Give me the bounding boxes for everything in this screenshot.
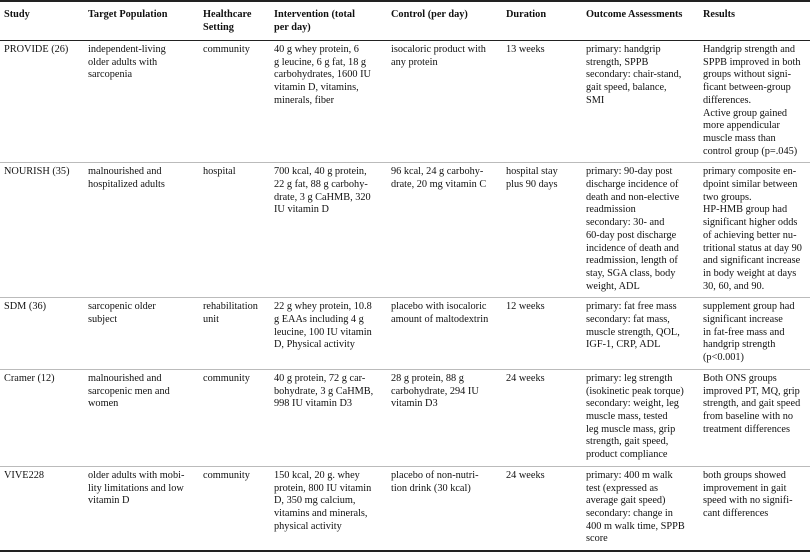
cell-text-line: sarcopenic older <box>88 301 156 313</box>
cell-text-line: test (expressed as <box>586 482 659 494</box>
cell-text-line: secondary: weight, leg <box>586 398 679 410</box>
cell-text-line: 998 IU vitamin D3 <box>274 398 353 410</box>
cell-text-line: (isokinetic peak torque) <box>586 385 684 397</box>
cell-study <box>0 163 84 298</box>
cell-text-line: death and non-elective <box>586 191 680 203</box>
cell-text-line: leg muscle mass, grip <box>586 423 676 435</box>
cell-text-line: community <box>203 469 250 481</box>
cell-text-line: unit <box>203 314 220 326</box>
header-intervention <box>270 1 387 41</box>
cell-text-line: dpoint similar between <box>703 179 798 191</box>
cell-text-line: muscle strength, QOL, <box>586 326 680 338</box>
header-text-line: Healthcare <box>203 9 252 20</box>
cell-target-population <box>84 298 199 370</box>
cell-text-line: significant increase <box>703 314 783 326</box>
cell-text-line: sarcopenic men and <box>88 385 170 397</box>
header-duration <box>502 1 582 41</box>
header-target-population <box>84 1 199 41</box>
header-text-line: Results <box>703 9 736 20</box>
cell-text-line: muscle mass than <box>703 132 776 144</box>
cell-text-line: readmission, length of <box>586 255 678 267</box>
cell-text-line: 150 kcal, 20 g. whey <box>274 469 360 481</box>
cell-text-line: discharge incidence of <box>586 179 679 191</box>
header-healthcare-setting <box>199 1 270 41</box>
header-text-line: Control (per day) <box>391 9 468 20</box>
cell-text-line: two groups. <box>703 191 752 203</box>
cell-outcome-assessments <box>582 298 699 370</box>
cell-text-line: more appendicular <box>703 120 780 132</box>
cell-text-line: control group (p=.045) <box>703 145 798 157</box>
cell-text-line: rehabilitation <box>203 301 258 313</box>
cell-text-line: 700 kcal, 40 g protein, <box>274 166 367 178</box>
cell-text-line: treatment differences <box>703 423 791 435</box>
cell-text-line: SMI <box>586 94 605 106</box>
cell-text-line: from baseline with no <box>703 410 794 422</box>
cell-text-line: improvement in gait <box>703 482 787 494</box>
header-row <box>0 1 810 41</box>
cell-text-line: secondary: change in <box>586 507 673 519</box>
cell-text-line: malnourished and <box>88 166 162 178</box>
cell-text-line: speed with no signifi- <box>703 495 793 507</box>
cell-text-line: subject <box>88 314 118 326</box>
cell-text-line: drate, 20 mg vitamin C <box>391 179 487 191</box>
cell-target-population <box>84 41 199 163</box>
cell-text-line: lity limitations and low <box>88 482 184 494</box>
cell-text-line: carbohydrates, 1600 IU <box>274 69 371 81</box>
cell-text-line: and significant increase <box>703 255 801 267</box>
cell-text-line: (p<0.001) <box>703 352 744 364</box>
cell-text-line: 28 g protein, 88 g <box>391 372 464 384</box>
cell-text-line: both groups showed <box>703 469 786 481</box>
cell-text-line: 30, 60, and 90. <box>703 280 765 292</box>
cell-text-line: primary: 90-day post <box>586 166 673 178</box>
cell-text-line: NOURISH (35) <box>4 166 70 178</box>
cell-results <box>699 163 810 298</box>
cell-text-line: score <box>586 533 608 545</box>
cell-text-line: 24 weeks <box>506 372 545 384</box>
cell-target-population <box>84 466 199 551</box>
cell-text-line: protein, 800 IU vitamin <box>274 482 372 494</box>
cell-text-line: IGF-1, CRP, ADL <box>586 339 661 351</box>
cell-text-line: women <box>88 398 119 410</box>
cell-intervention <box>270 466 387 551</box>
cell-text-line: cant differences <box>703 507 769 519</box>
cell-study <box>0 466 84 551</box>
cell-text-line: hospital <box>203 166 236 178</box>
cell-healthcare-setting <box>199 41 270 163</box>
cell-text-line: groups without signi- <box>703 69 792 81</box>
cell-healthcare-setting <box>199 369 270 466</box>
cell-text-line: physical activity <box>274 520 342 532</box>
cell-text-line: average gait speed) <box>586 495 666 507</box>
header-text-line: Target Population <box>88 9 168 20</box>
cell-results <box>699 298 810 370</box>
cell-text-line: Active group gained <box>703 107 788 119</box>
header-text-line: Study <box>4 9 30 20</box>
cell-text-line: g EAAs including 4 g <box>274 314 364 326</box>
cell-text-line: ficant between-group <box>703 82 791 94</box>
cell-text-line: muscle mass, tested <box>586 410 668 422</box>
cell-healthcare-setting <box>199 163 270 298</box>
cell-text-line: plus 90 days <box>506 179 558 191</box>
cell-text-line: minerals, fiber <box>274 94 335 106</box>
cell-text-line: differences. <box>703 94 752 106</box>
cell-outcome-assessments <box>582 163 699 298</box>
cell-text-line: drate, 3 g CaHMB, 320 <box>274 191 371 203</box>
cell-text-line: gait speed, balance, <box>586 82 667 94</box>
cell-text-line: placebo of non-nutri- <box>391 469 479 481</box>
cell-study <box>0 41 84 163</box>
cell-text-line: primary: leg strength <box>586 372 673 384</box>
cell-text-line: g leucine, 6 g fat, 18 g <box>274 56 367 68</box>
cell-text-line: community <box>203 372 250 384</box>
cell-control <box>387 369 502 466</box>
cell-healthcare-setting <box>199 298 270 370</box>
cell-text-line: primary: 400 m walk <box>586 469 673 481</box>
cell-text-line: placebo with isocaloric <box>391 301 487 313</box>
cell-text-line: 96 kcal, 24 g carbohy- <box>391 166 484 178</box>
cell-results <box>699 466 810 551</box>
header-text-line: Outcome Assessments <box>586 9 683 20</box>
cell-results <box>699 369 810 466</box>
cell-target-population <box>84 369 199 466</box>
cell-text-line: improved PT, MQ, grip <box>703 385 800 397</box>
cell-text-line: stay, SGA class, body <box>586 267 676 279</box>
cell-text-line: 60-day post discharge <box>586 229 677 241</box>
cell-text-line: sarcopenia <box>88 69 133 81</box>
cell-outcome-assessments <box>582 369 699 466</box>
cell-control <box>387 41 502 163</box>
cell-text-line: leucine, 100 IU vitamin <box>274 326 372 338</box>
cell-text-line: SDM (36) <box>4 301 47 313</box>
cell-control <box>387 163 502 298</box>
cell-text-line: vitamin D <box>88 495 130 507</box>
cell-text-line: 22 g whey protein, 10.8 <box>274 301 372 313</box>
cell-text-line: VIVE228 <box>4 469 45 481</box>
cell-text-line: weight, ADL <box>586 280 640 292</box>
table-row <box>0 466 810 551</box>
cell-text-line: bohydrate, 3 g CaHMB, <box>274 385 374 397</box>
cell-duration <box>502 41 582 163</box>
cell-text-line: in fat-free mass and <box>703 326 785 338</box>
cell-text-line: 22 g fat, 88 g carbohy- <box>274 179 368 191</box>
cell-duration <box>502 466 582 551</box>
cell-text-line: strength, gait speed, <box>586 436 669 448</box>
cell-text-line: significant higher odds <box>703 217 798 229</box>
header-text-line: Intervention (total <box>274 9 355 20</box>
cell-control <box>387 466 502 551</box>
cell-text-line: strength, and gait speed <box>703 398 801 410</box>
cell-text-line: hospitalized adults <box>88 179 165 191</box>
cell-text-line: older adults with <box>88 56 158 68</box>
cell-text-line: 400 m walk time, SPPB <box>586 520 685 532</box>
header-outcome-assessments <box>582 1 699 41</box>
cell-intervention <box>270 41 387 163</box>
cell-text-line: D, 350 mg calcium, <box>274 495 356 507</box>
cell-text-line: secondary: fat mass, <box>586 314 670 326</box>
cell-text-line: primary: fat free mass <box>586 301 677 313</box>
table-row <box>0 41 810 163</box>
cell-text-line: tritional status at day 90 <box>703 242 802 254</box>
cell-intervention <box>270 163 387 298</box>
table-row <box>0 298 810 370</box>
header-study <box>0 1 84 41</box>
cell-text-line: vitamins and minerals, <box>274 507 368 519</box>
header-results <box>699 1 810 41</box>
cell-text-line: Handgrip strength and <box>703 44 796 55</box>
table-row <box>0 369 810 466</box>
cell-text-line: older adults with mobi- <box>88 469 185 481</box>
header-control <box>387 1 502 41</box>
cell-text-line: Both ONS groups <box>703 372 777 384</box>
cell-text-line: vitamin D, vitamins, <box>274 82 359 94</box>
cell-text-line: IU vitamin D <box>274 204 329 216</box>
cell-duration <box>502 298 582 370</box>
cell-text-line: any protein <box>391 56 438 68</box>
cell-text-line: Cramer (12) <box>4 372 55 384</box>
cell-text-line: SPPB improved in both <box>703 56 801 68</box>
cell-text-line: in body weight at days <box>703 267 797 279</box>
table-body <box>0 41 810 552</box>
cell-text-line: 12 weeks <box>506 301 545 313</box>
cell-text-line: readmission <box>586 204 636 216</box>
cell-text-line: independent-living <box>88 44 166 55</box>
cell-intervention <box>270 369 387 466</box>
cell-intervention <box>270 298 387 370</box>
cell-text-line: HP-HMB group had <box>703 204 788 216</box>
cell-text-line: tion drink (30 kcal) <box>391 482 471 494</box>
cell-text-line: D, Physical activity <box>274 339 355 351</box>
header-text-line: per day) <box>274 21 311 33</box>
cell-text-line: amount of maltodextrin <box>391 314 489 326</box>
cell-duration <box>502 163 582 298</box>
cell-text-line: hospital stay <box>506 166 558 178</box>
cell-text-line: primary composite en- <box>703 166 797 178</box>
header-text-line: Duration <box>506 9 547 20</box>
table-row <box>0 163 810 298</box>
cell-text-line: malnourished and <box>88 372 162 384</box>
cell-text-line: handgrip strength <box>703 339 776 351</box>
cell-outcome-assessments <box>582 41 699 163</box>
cell-text-line: PROVIDE (26) <box>4 44 69 55</box>
cell-text-line: isocaloric product with <box>391 44 486 55</box>
cell-healthcare-setting <box>199 466 270 551</box>
cell-text-line: product compliance <box>586 449 668 461</box>
cell-text-line: community <box>203 44 250 55</box>
cell-text-line: 24 weeks <box>506 469 545 481</box>
cell-text-line: incidence of death and <box>586 242 679 254</box>
header-text-line: Setting <box>203 21 234 33</box>
cell-text-line: vitamin D3 <box>391 398 438 410</box>
cell-study <box>0 298 84 370</box>
cell-target-population <box>84 163 199 298</box>
cell-text-line: 40 g whey protein, 6 <box>274 44 359 55</box>
cell-control <box>387 298 502 370</box>
cell-text-line: 40 g protein, 72 g car- <box>274 372 366 384</box>
cell-text-line: carbohydrate, 294 IU <box>391 385 479 397</box>
cell-text-line: secondary: chair-stand, <box>586 69 682 81</box>
cell-results <box>699 41 810 163</box>
cell-text-line: 13 weeks <box>506 44 545 55</box>
cell-text-line: of achieving better nu- <box>703 229 797 241</box>
cell-duration <box>502 369 582 466</box>
cell-text-line: strength, SPPB <box>586 56 649 68</box>
cell-study <box>0 369 84 466</box>
cell-text-line: supplement group had <box>703 301 795 313</box>
cell-text-line: secondary: 30- and <box>586 217 665 229</box>
cell-text-line: primary: handgrip <box>586 44 661 55</box>
cell-outcome-assessments <box>582 466 699 551</box>
